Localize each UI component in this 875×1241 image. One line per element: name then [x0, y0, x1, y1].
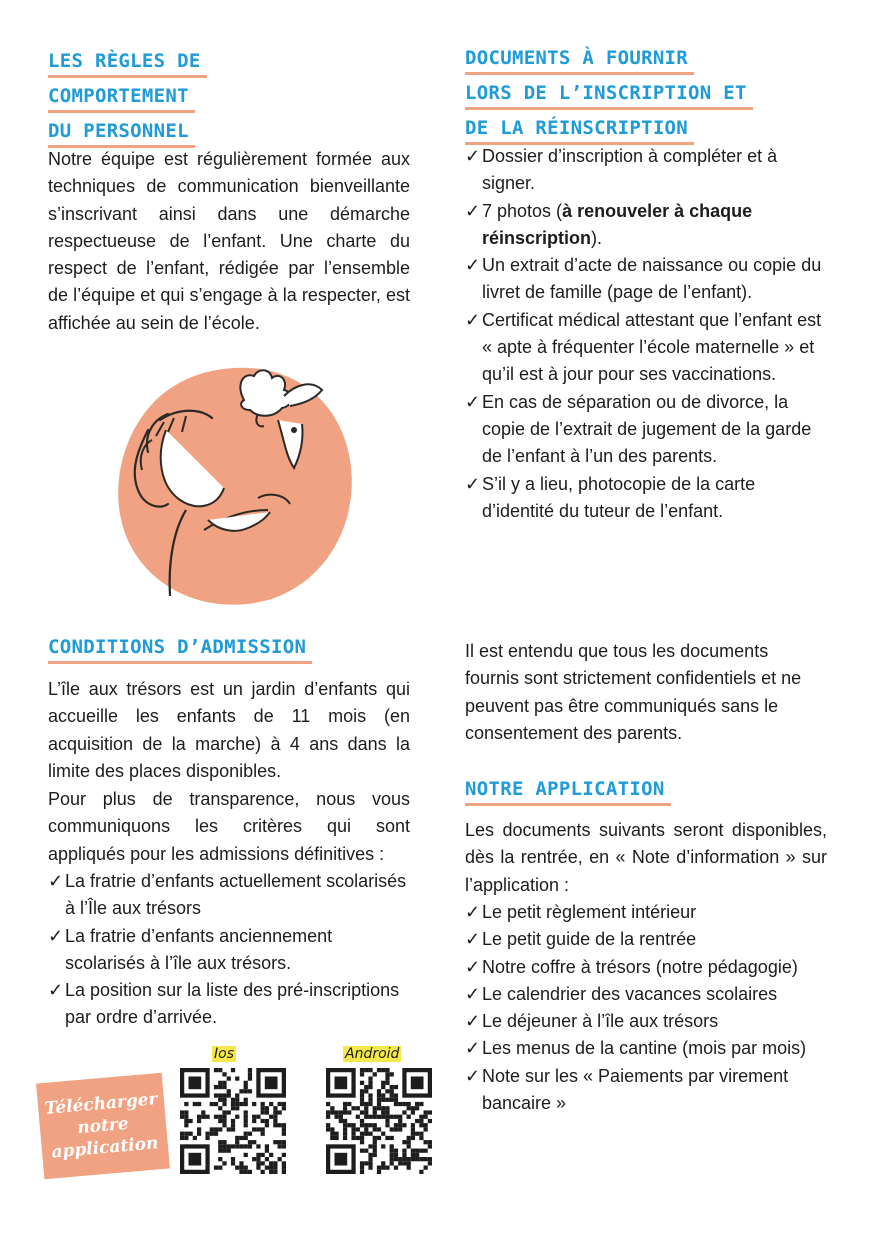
list-item-text: Notre coffre à trésors (notre pédagogie): [482, 956, 798, 977]
heading-line: CONDITIONS D’ADMISSION: [48, 636, 312, 664]
check-icon: ✓: [465, 391, 481, 412]
heading-admission: [48, 636, 312, 671]
check-icon: ✓: [48, 925, 64, 946]
heading-line: COMPORTEMENT: [48, 85, 195, 113]
qr-code-icon[interactable]: [180, 1068, 286, 1174]
application-list: [465, 899, 827, 1117]
heading-line: NOTRE APPLICATION: [465, 778, 671, 806]
check-icon: ✓: [465, 956, 481, 977]
application-intro: Les documents suivants seront disponibles, dès la rentrée, en « Note d’information » sur l’application :: [465, 820, 827, 895]
list-item: [465, 143, 825, 198]
list-item: [465, 1035, 827, 1062]
photos-text-end: ).: [591, 227, 603, 248]
list-item-text: Un extrait d’acte de naissance ou copie du livret de famille (page de l’enfant).: [482, 255, 822, 303]
child-with-bird-illustration: [108, 360, 358, 612]
heading-application: [465, 778, 671, 813]
list-item-text: Le déjeuner à l’île aux trésors: [482, 1011, 719, 1032]
heading-line: DOCUMENTS À FOURNIR: [465, 47, 694, 75]
check-icon: ✓: [465, 1038, 481, 1059]
list-item: [465, 954, 827, 981]
check-icon: ✓: [465, 146, 481, 166]
heading-line: LORS DE L’INSCRIPTION ET: [465, 82, 753, 110]
list-item-text: Certificat médical attestant que l’enfant est « apte à fréquenter l’école maternelle » et qu’il est à jour pour ses vaccinations.: [482, 309, 822, 385]
list-item-text: Les menus de la cantine (mois par mois): [482, 1038, 807, 1059]
list-item-text: En cas de séparation ou de divorce, la copie de l’extrait de jugement de la garde de l’enfant à l’un des parents.: [482, 391, 812, 467]
regles-paragraph: Notre équipe est régulièrement formée aux techniques de communication bienveillante s’inscrivant ainsi dans une démarche respectueuse de l’enfant. Une charte du respect de l’enfant, rédigée par l’ensemble de l’équipe et qui s’engage à la respecter, est affichée au sein de l’école.: [48, 149, 410, 333]
documents-note: Il est entendu que tous les documents fournis sont strictement confidentiels et ne peuvent pas être communiqués sans le consentement des parents.: [465, 641, 802, 743]
list-item: [465, 1063, 827, 1118]
list-item: [465, 198, 825, 253]
check-icon: ✓: [48, 871, 64, 891]
heading-regles: [48, 50, 207, 155]
check-icon: ✓: [465, 309, 481, 330]
list-item: [48, 977, 410, 1032]
admission-criteria-list: [48, 868, 410, 1032]
photos-emphasis: à renouveler à chaque réinscription: [482, 200, 753, 248]
list-item: [465, 252, 825, 307]
list-item: [465, 389, 825, 471]
list-item-text: Le calendrier des vacances scolaires: [482, 983, 778, 1004]
list-item: [465, 307, 825, 389]
photos-text: 7 photos (: [482, 200, 563, 221]
check-icon: ✓: [465, 929, 481, 950]
heading-line: DE LA RÉINSCRIPTION: [465, 117, 694, 145]
list-item: [465, 981, 827, 1008]
documents-list: [465, 143, 825, 525]
check-icon: ✓: [48, 980, 64, 1001]
heading-line: DU PERSONNEL: [48, 120, 195, 148]
check-icon: ✓: [465, 473, 481, 494]
check-icon: ✓: [465, 1065, 481, 1086]
list-item: [465, 926, 827, 953]
admission-paragraph: L’île aux trésors est un jardin d’enfants qui accueille les enfants de 11 mois (en acquisition de la marche) à 4 ans dans la limite des places disponibles.: [48, 679, 410, 781]
check-icon: ✓: [465, 983, 481, 1004]
heading-line: LES RÈGLES DE: [48, 50, 207, 78]
check-icon: ✓: [465, 255, 481, 276]
admission-criteria-intro: Pour plus de transparence, nous vous communiquons les critères qui sont appliqués pour les admissions définitives :: [48, 789, 410, 864]
list-item: [48, 868, 410, 923]
list-item-text: Le petit guide de la rentrée: [482, 929, 697, 950]
download-app-text: Télécharger notre application: [43, 1089, 160, 1163]
android-label: Android: [345, 1046, 400, 1062]
list-item: [465, 1008, 827, 1035]
list-item-text: La fratrie d’enfants actuellement scolarisés à l’Île aux trésors: [65, 871, 407, 919]
list-item-text: Note sur les « Paiements par virement bancaire »: [482, 1065, 789, 1114]
list-item-text: S’il y a lieu, photocopie de la carte d’identité du tuteur de l’enfant.: [482, 473, 756, 521]
list-item-text: La fratrie d’enfants anciennement scolarisés à l’île aux trésors.: [65, 925, 333, 973]
list-item: [465, 899, 827, 926]
download-app-badge: [36, 1073, 170, 1180]
list-item-text: La position sur la liste des pré-inscriptions par ordre d’arrivée.: [65, 980, 400, 1028]
check-icon: ✓: [465, 902, 481, 922]
qr-code-icon[interactable]: [326, 1068, 432, 1174]
ios-label: Ios: [214, 1046, 234, 1062]
check-icon: ✓: [465, 1011, 481, 1032]
list-item: [465, 471, 825, 526]
heading-documents: [465, 47, 753, 152]
list-item-text: Dossier d’inscription à compléter et à signer.: [482, 146, 778, 194]
check-icon: ✓: [465, 200, 481, 221]
list-item: [48, 923, 410, 978]
list-item-text: Le petit règlement intérieur: [482, 902, 697, 922]
list-item-text: [482, 198, 825, 253]
